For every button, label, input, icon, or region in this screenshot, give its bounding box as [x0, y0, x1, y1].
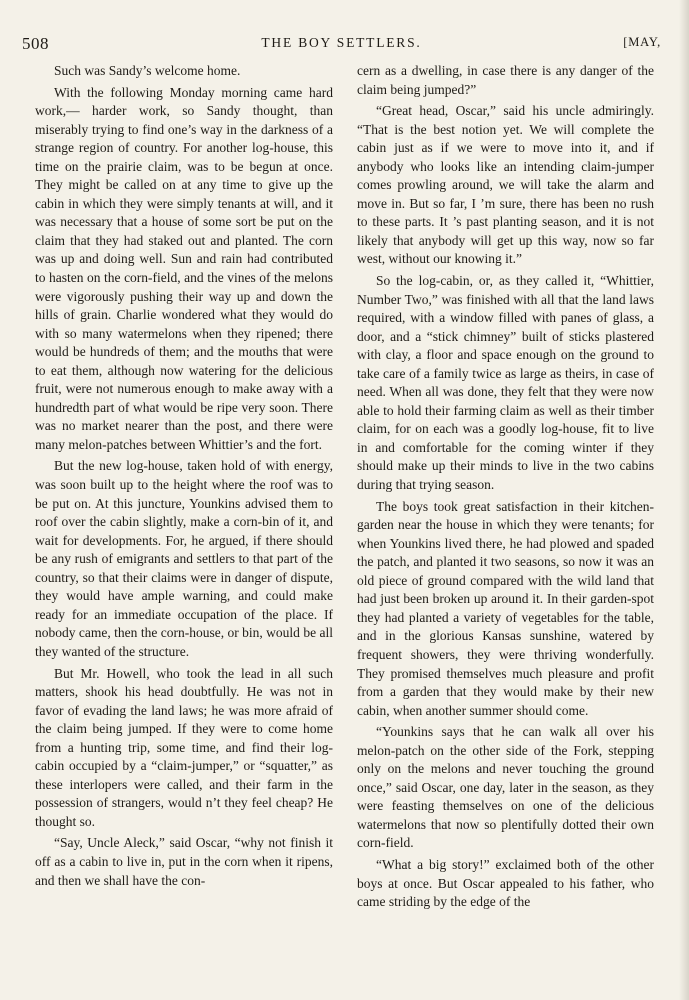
paragraph: But the new log-house, taken hold of with energy, was soon built up to the height where the roof was to be put on. At this juncture, Younkins advised them to roof over the cabin slightly, make a corn-bin of it, and wait for developments. For, he argued, if there should be any rush of emigrants and settlers to that part of the country, so that their claims were in danger of dispute, they would have ample warning, and could make ready for an immediate occupation of the place. If nobody came, then the corn-house, or bin, would be all they wanted of the structure. — [35, 458, 333, 659]
paragraph: But Mr. Howell, who took the lead in all such matters, shook his head doubtfully. He was not in favor of evading the land laws; he was more afraid of the claim being jumped. If they were to come home from a hunting trip, some time, and find their log-cabin occupied by a “claim-jumper,” or “squatter,” as these interlopers were called, and their farm in the possession of strangers, would n’t they feel cheap? He thought so. — [35, 665, 333, 829]
left-column — [35, 62, 333, 893]
journal-title: THE BOY SETTLERS. — [261, 35, 422, 50]
running-head — [22, 34, 661, 54]
paragraph: With the following Monday morning came hard work,— harder work, so Sandy thought, than miserably trying to find one’s way in the darkness of a strange region of country. For another log-house, this time on the prairie claim, was to be begun at once. They might be called on at any time to give up the cabin in which they were simply tenants at will, and it was necessary that a house of some sort be put on the claim that they had staked out and planted. The corn was up and doing well. Sun and rain had contributed to hasten on the corn-field, and the vines of the melons were vigorously pushing their way up and down the hills of grain. Charlie wondered what they would do with so many watermelons when they ripened; there would be hundreds of them; and the mouths that were to eat them, although now watering for the delicious fruit, were not numerous enough to make away with a hundredth part of what would be ripe very soon. There was no market nearer than the post, and there were many melon-patches between Whittier’s and the fort. — [35, 84, 333, 452]
paragraph: “Great head, Oscar,” said his uncle admiringly. “That is the best notion yet. We will complete the cabin just as if we were to move into it, and if anybody who looks like an intending claim-jumper comes prowling around, we will take the alarm and move in. But so far, I ’m sure, there has been no rush to these parts. It ’s past planting season, and it is not likely that anybody will get up this way, now so far west, without our knowing it.” — [357, 103, 654, 267]
paragraph: cern as a dwelling, in case there is any danger of the claim being jumped?” — [357, 63, 654, 97]
page-number: 508 — [22, 34, 49, 53]
paragraph: “What a big story!” exclaimed both of the other boys at once. But Oscar appealed to his father, who came striding by the edge of the — [357, 856, 654, 910]
issue-month: [MAY, — [623, 35, 661, 49]
paragraph: “Younkins says that he can walk all over his melon-patch on the other side of the Fork, stepping only on the melons and never touching the ground once,” said Oscar, one day, later in the season, as they were feasting themselves on one of the delicious watermelons that now so plentifully dotted their own corn-field. — [357, 724, 654, 851]
paragraph: The boys took great satisfaction in their kitchen-garden near the house in which they were tenants; for when Younkins lived there, he had plowed and spaded the patch, and planted it two seasons, so now it was an old piece of ground compared with the wild land that had just been broken up around it. In their garden-spot they had planted a variety of vegetables for the table, and in the glorious Kansas sunshine, watered by frequent showers, they were thriving wonderfully. They promised themselves much pleasure and profit from a garden that they would make by their new cabin, when another summer should come. — [357, 498, 654, 718]
right-column — [357, 62, 654, 915]
paragraph: “Say, Uncle Aleck,” said Oscar, “why not finish it off as a cabin to live in, put in the corn when it ripens, and then we shall have the con- — [35, 835, 333, 888]
paragraph: Such was Sandy’s welcome home. — [54, 63, 241, 78]
page-edge-shadow — [679, 0, 689, 1000]
paragraph: So the log-cabin, or, as they called it, “Whittier, Number Two,” was finished with all that the land laws required, with a window filled with panes of glass, a door, and a “stick chimney” built of sticks plastered with clay, a floor and space enough on the ground to take care of a family twice as large as theirs, in case of need. When all was done, they felt that they were now able to hold their farming claim as well as their timber claim, for on each was a goodly log-house, fit to live in and comfortable for the coming winter if they should make up their minds to live in the two cabins during that trying season. — [357, 273, 654, 493]
